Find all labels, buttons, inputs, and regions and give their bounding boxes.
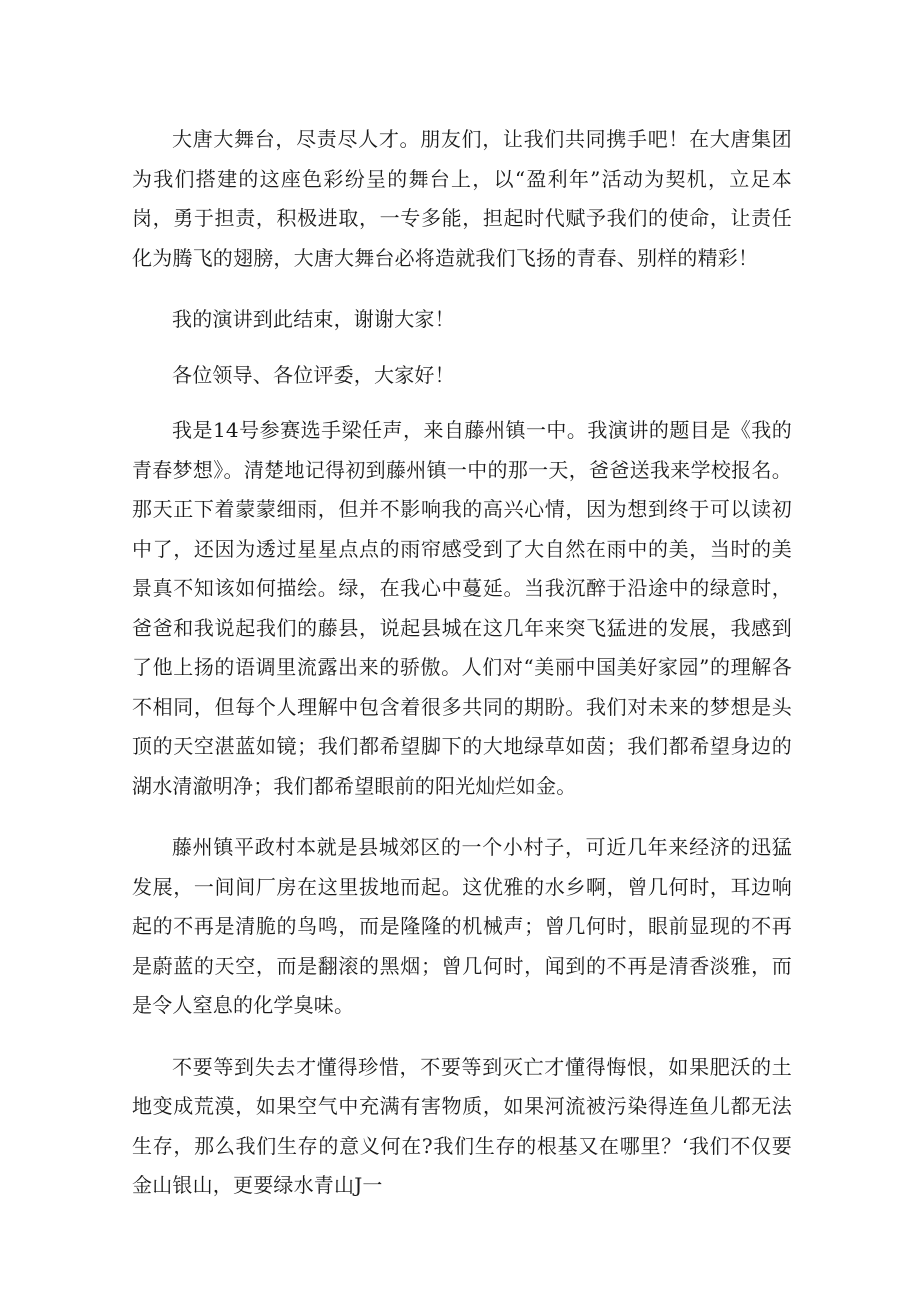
paragraph-warning: 不要等到失去才懂得珍惜，不要等到灭亡才懂得悔恨，如果肥沃的土地变成荒漠，如果空气中充满有害物质，如果河流被污染得连鱼儿都无法生存，那么我们生存的意义何在?我们生存的根基又在哪里？‘我们不仅要金山银山，更要绿水青山J一 <box>132 1054 792 1197</box>
paragraph-greeting: 各位领导、各位评委，大家好！ <box>172 362 455 387</box>
paragraph-thanks: 我的演讲到此结束，谢谢大家！ <box>172 307 455 331</box>
paragraph-village: 藤州镇平政村本就是县城郊区的一个小村子，可近几年来经济的迅猛发展，一间间厂房在这里拔地而起。这优雅的水乡啊，曾几何时，耳边响起的不再是清脆的鸟鸣，而是隆隆的机械声；曾几何时，眼前显现的不再是蔚蓝的天空，而是翻滚的黑烟；曾几何时，闻到的不再是清香淡雅，而是令人窒息的化学臭味。 <box>132 835 792 1017</box>
paragraph-closing: 大唐大舞台，尽责尽人才。朋友们，让我们共同携手吧！在大唐集团为我们搭建的这座色彩纷呈的舞台上，以“盈利年”活动为契机，立足本岗，勇于担责，积极进取，一专多能，担起时代赋予我们的使命，让责任化为腾飞的翅膀，大唐大舞台必将造就我们飞扬的青春、别样的精彩！ <box>132 127 792 270</box>
paragraph-introduction: 我是14号参赛选手梁任声，来自藤州镇一中。我演讲的题目是《我的青春梦想》。清楚地记得初到藤州镇一中的那一天，爸爸送我来学校报名。那天正下着蒙蒙细雨，但并不影响我的高兴心情，因为想到终于可以读初中了，还因为透过星星点点的雨帘感受到了大自然在雨中的美，当时的美景真不知该如何描绘。绿，在我心中蔓延。当我沉醉于沿途中的绿意时，爸爸和我说起我们的藤县，说起县城在这几年来突飞猛进的发展，我感到了他上扬的语调里流露出来的骄傲。人们对“美丽中国美好家园”的理解各不相同，但每个人理解中包含着很多共同的期盼。我们对未来的梦想是头顶的天空湛蓝如镜；我们都希望脚下的大地绿草如茵；我们都希望身边的湖水清澈明净；我们都希望眼前的阳光灿烂如金。 <box>132 418 792 798</box>
